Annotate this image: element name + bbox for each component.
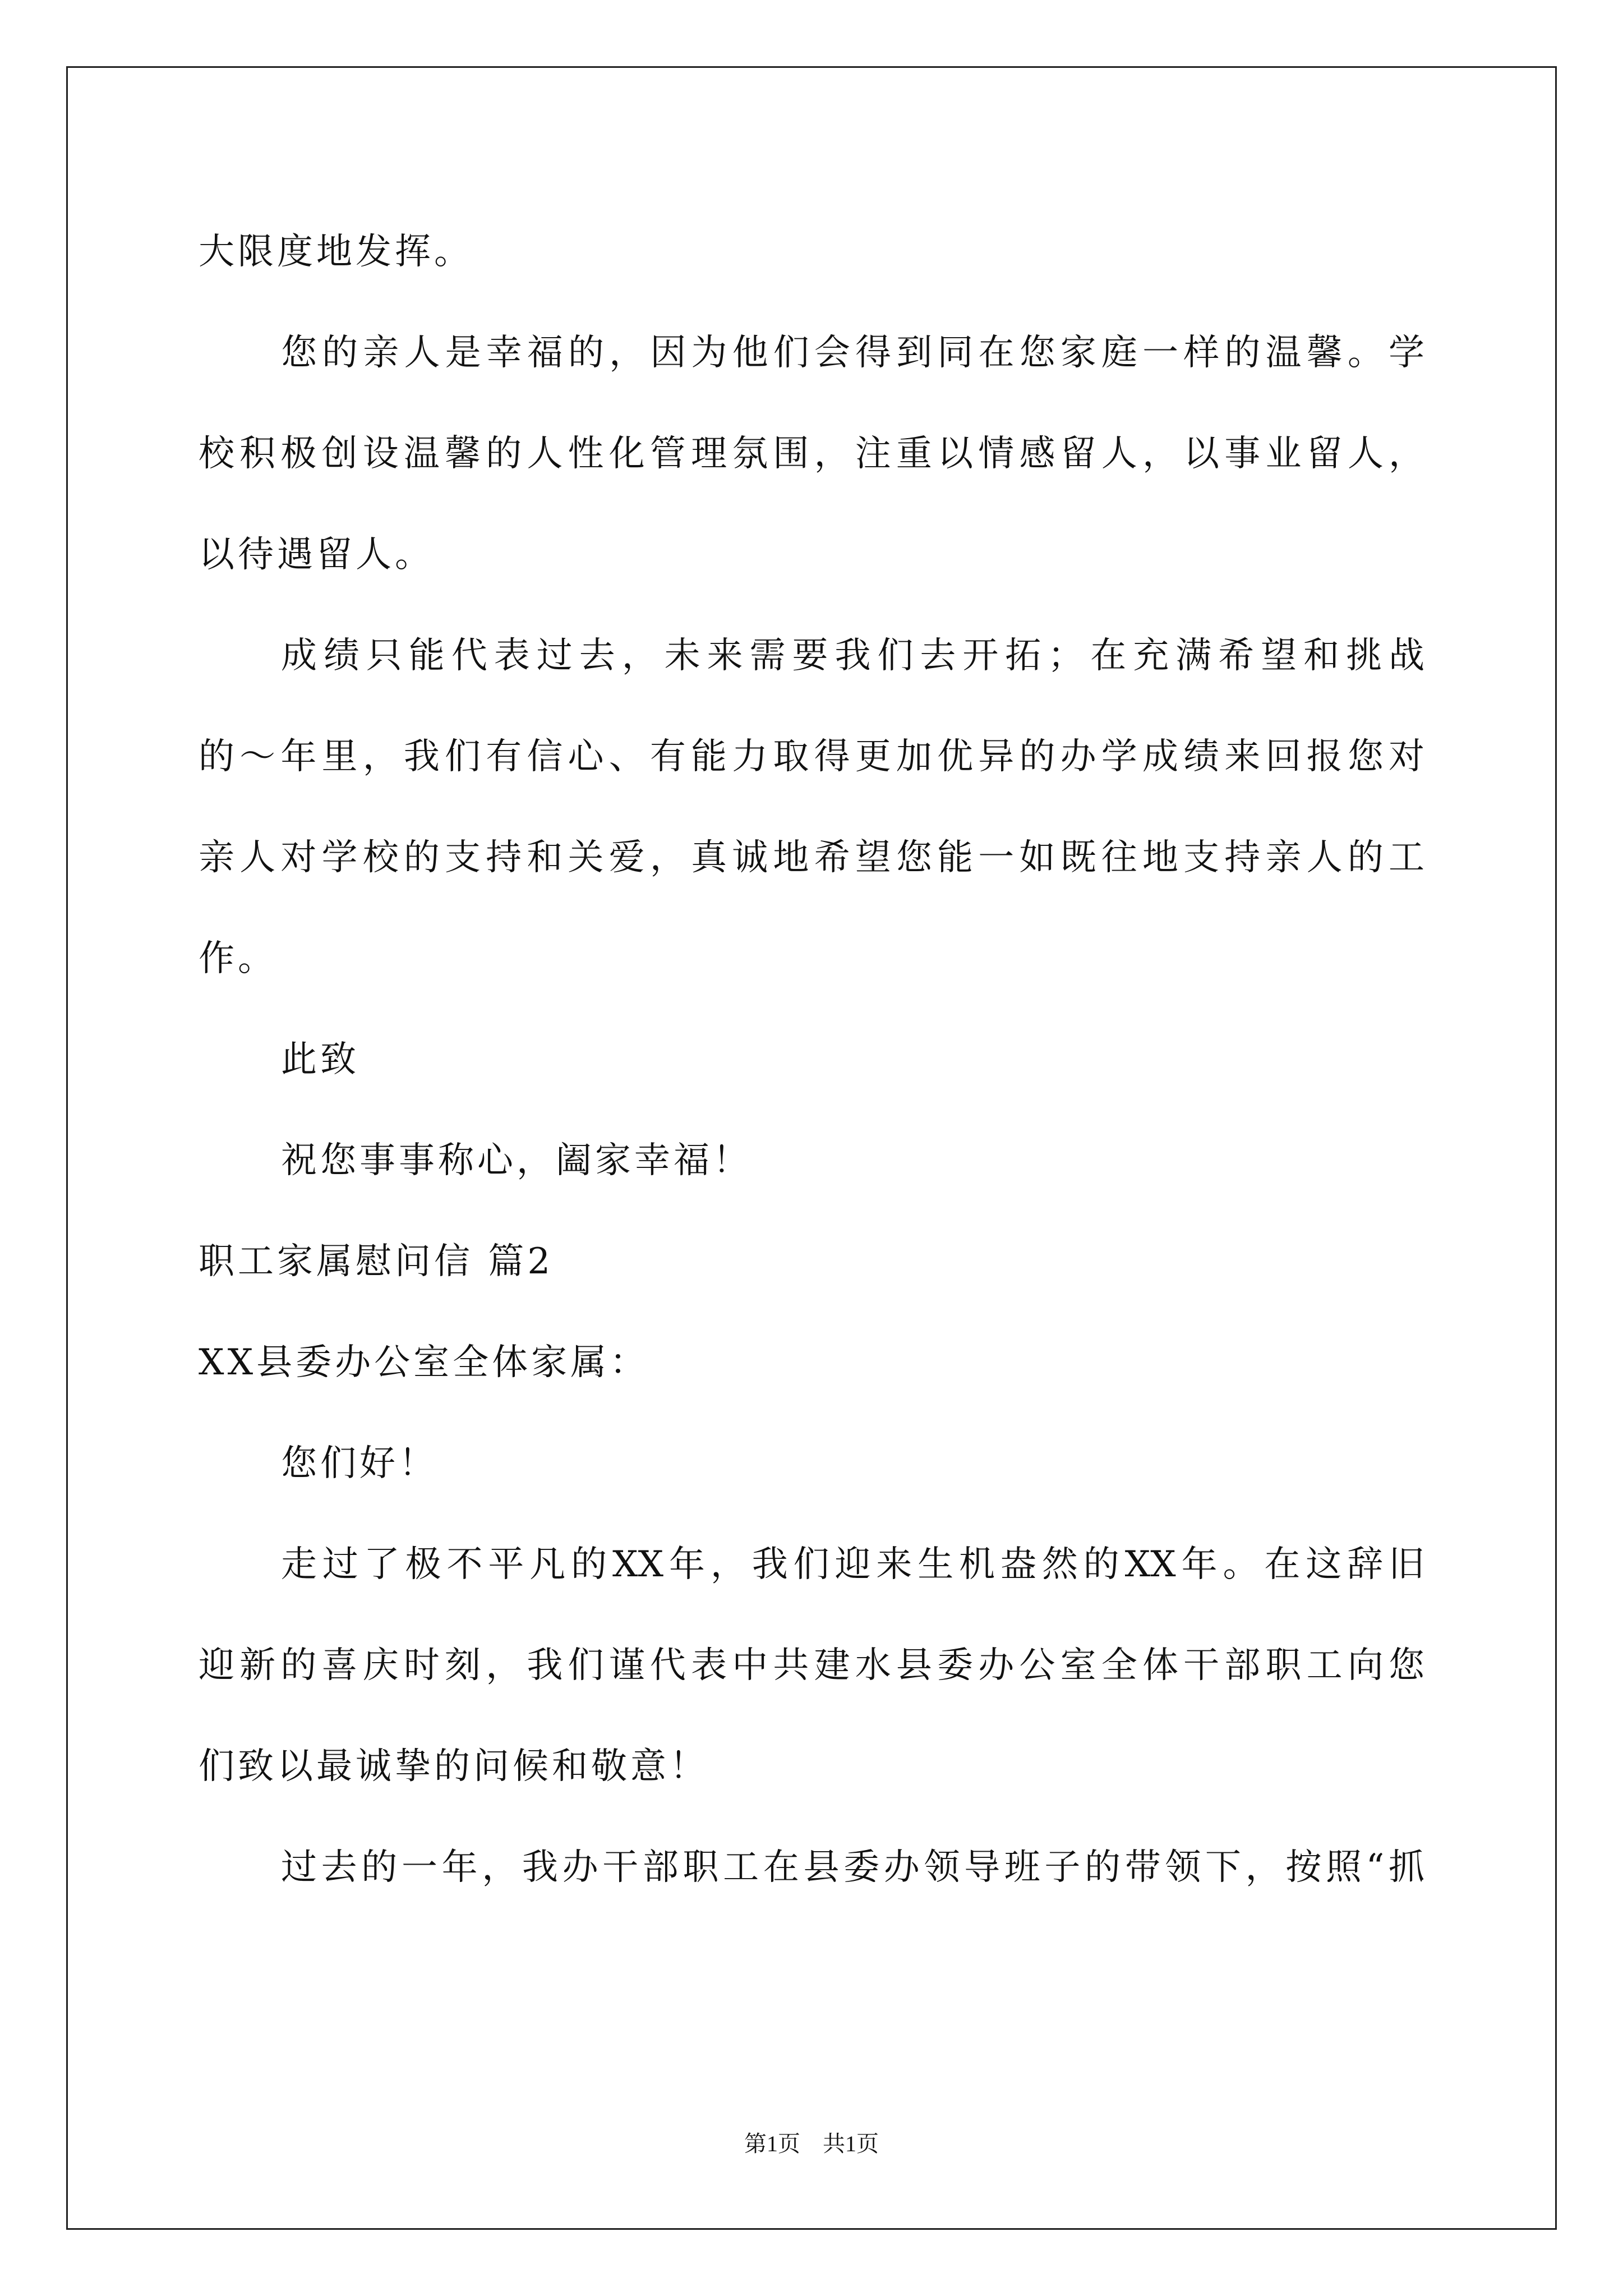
- section-heading: 职工家属慰问信 篇2: [199, 1241, 554, 1282]
- text-line: 您们好！: [281, 1443, 438, 1484]
- text-line: 作。: [199, 938, 277, 979]
- text-line: 们致以最诚挚的问候和敬意！: [199, 1746, 709, 1787]
- page-number: 第1页: [744, 2131, 800, 2156]
- text-line: 您的亲人是幸福的，因为他们会得到同在您家庭一样的温馨。学: [281, 332, 1424, 374]
- text-line: 校积极创设温馨的人性化管理氛围，注重以情感留人，以事业留人，: [199, 433, 1424, 475]
- text-line: 过去的一年，我办干部职工在县委办领导班子的带领下，按照“抓: [281, 1847, 1424, 1888]
- text-line: 走过了极不平凡的XX年，我们迎来生机盎然的XX年。在这辞旧: [281, 1544, 1424, 1585]
- page-footer: [0, 2130, 1623, 2158]
- text-line: 成绩只能代表过去，未来需要我们去开拓；在充满希望和挑战: [281, 635, 1424, 677]
- text-line: 迎新的喜庆时刻，我们谨代表中共建水县委办公室全体干部职工向您: [199, 1645, 1424, 1686]
- text-line: 亲人对学校的支持和关爱，真诚地希望您能一如既往地支持亲人的工: [199, 837, 1424, 878]
- text-line: 以待遇留人。: [199, 534, 434, 576]
- text-line: 的～年里，我们有信心、有能力取得更加优异的办学成绩来回报您对: [199, 736, 1424, 777]
- text-line: 祝您事事称心，阖家幸福！: [281, 1140, 752, 1181]
- salutation: XX县委办公室全体家属：: [199, 1342, 649, 1383]
- page-total: 共1页: [823, 2131, 879, 2156]
- text-line: 此致: [281, 1039, 359, 1080]
- text-line: 大限度地发挥。: [199, 231, 473, 273]
